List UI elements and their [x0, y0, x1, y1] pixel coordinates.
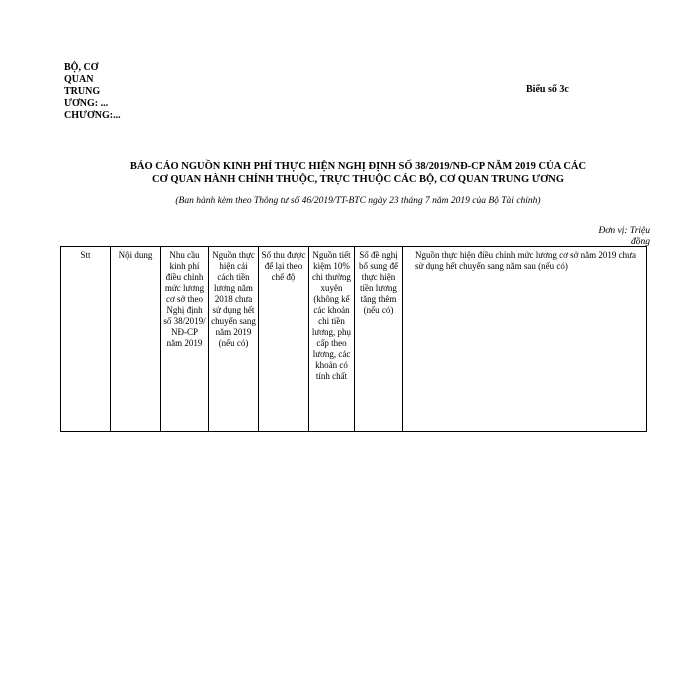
column-header-content: Nội dung [111, 247, 161, 432]
column-header-stt: Stt [61, 247, 111, 432]
form-number: Biểu số 3c [526, 84, 569, 95]
report-title-line-2: CƠ QUAN HÀNH CHÍNH THUỘC, TRỰC THUỘC CÁC BỘ, CƠ QUAN TRUNG ƯƠNG [151, 174, 565, 185]
unit-label: Đơn vị: Triệu đồng [598, 226, 650, 247]
column-header-retained-revenue: Số thu được để lại theo chế độ [259, 247, 309, 432]
column-header-2018-remaining: Nguồn thực hiện cải cách tiền lương năm 2018 chưa sử dụng hết chuyển sang năm 2019 (nếu có) [209, 247, 259, 432]
report-table [60, 246, 647, 432]
issuing-agency: BỘ, CƠ QUAN TRUNG ƯƠNG: ... CHƯƠNG:... [64, 62, 121, 121]
report-title-line-1: BÁO CÁO NGUỒN KINH PHÍ THỰC HIỆN NGHỊ ĐỊNH SỐ 38/2019/NĐ-CP NĂM 2019 CỦA CÁC [129, 161, 587, 172]
column-header-supplement-request: Số đề nghị bổ sung để thực hiện tiền lương tăng thêm (nếu có) [355, 247, 403, 432]
table-header-row [61, 247, 647, 432]
column-header-carryover: Nguồn thực hiện điều chỉnh mức lương cơ sở năm 2019 chưa sử dụng hết chuyển sang năm sau (nếu có) [403, 247, 647, 432]
report-subtitle: (Ban hành kèm theo Thông tư số 46/2019/TT-BTC ngày 23 tháng 7 năm 2019 của Bộ Tài chính) [175, 196, 541, 206]
column-header-funding-need: Nhu cầu kinh phí điều chỉnh mức lương cơ sở theo Nghị định số 38/2019/ NĐ-CP năm 2019 [161, 247, 209, 432]
column-header-savings-10pct: Nguồn tiết kiệm 10% chi thường xuyên (không kể các khoản chi tiền lương, phụ cấp theo lương, các khoản có tính chất [309, 247, 355, 432]
